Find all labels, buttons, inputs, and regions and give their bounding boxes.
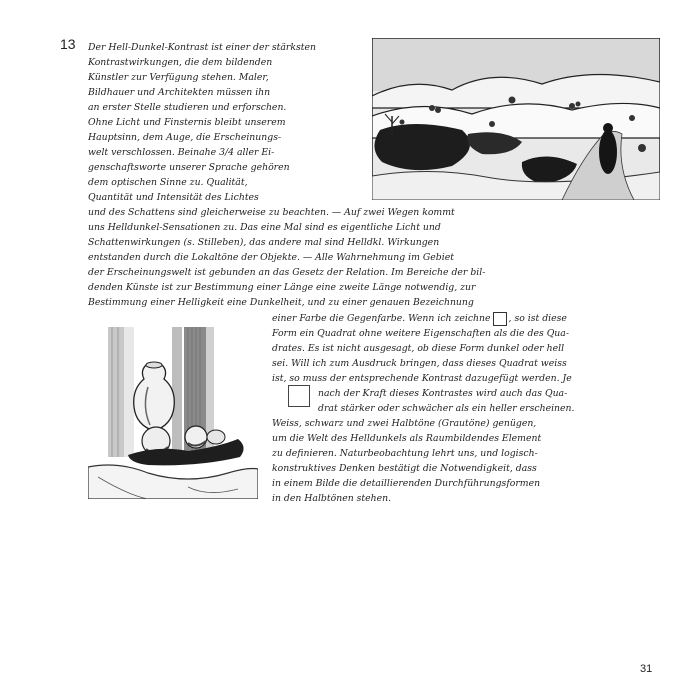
text-line: dem optischen Sinne zu. Qualität, [88, 177, 248, 188]
still-life-illustration [88, 327, 258, 499]
text-line: Der Hell-Dunkel-Kontrast ist einer der stärksten [88, 42, 316, 53]
text-line: drat stärker oder schwächer als ein heller erscheinen. [318, 403, 575, 414]
text-fragment: einer Farbe die Gegenfarbe. Wenn ich zeichne [272, 313, 491, 324]
text-line: uns Helldunkel-Sensationen zu. Das eine Mal sind es eigentliche Licht und [88, 222, 441, 233]
paragraph-number: 13 [60, 36, 76, 52]
text-line: um die Welt des Helldunkels als Raumbildendes Element [272, 433, 542, 444]
text-line: Quantität und Intensität des Lichtes [88, 192, 259, 203]
text-line: und des Schattens sind gleicherweise zu beachten. — Auf zwei Wegen kommt [88, 207, 455, 218]
example-square [288, 385, 310, 407]
text-line: genschaftsworte unserer Sprache gehören [88, 162, 290, 173]
text-line: Kontrastwirkungen, die dem bildenden [88, 57, 273, 68]
square-symbol [493, 312, 507, 326]
text-line: konstruktives Denken bestätigt die Notwendigkeit, dass [272, 463, 537, 474]
text-line: Form ein Quadrat ohne weitere Eigenschaften als die des Qua- [272, 328, 569, 339]
text-line [272, 311, 567, 326]
text-line: Ohne Licht und Finsternis bleibt unserem [88, 117, 286, 128]
text-line: Künstler zur Verfügung stehen. Maler, [88, 72, 269, 83]
text-line: Hauptsinn, dem Auge, die Erscheinungs- [88, 132, 282, 143]
text-line: in einem Bilde die detaillierenden Durchführungsformen [272, 478, 541, 489]
page-number: 31 [640, 663, 653, 675]
text-line: welt verschlossen. Beinahe 3/4 aller Ei- [88, 147, 275, 158]
text-line: zu definieren. Naturbeobachtung lehrt uns, und logisch- [272, 448, 538, 459]
text-line: Weiss, schwarz und zwei Halbtöne (Grautöne) genügen, [272, 418, 537, 429]
text-line: an erster Stelle studieren und erforschen. [88, 102, 287, 113]
text-line: drates. Es ist nicht ausgesagt, ob diese Form dunkel oder hell [272, 343, 565, 354]
text-fragment: , so ist diese [508, 313, 567, 324]
text-line: Bestimmung einer Helligkeit eine Dunkelheit, und zu einer genauen Bezeichnung [88, 297, 474, 308]
landscape-illustration [372, 38, 660, 200]
text-line: nach der Kraft dieses Kontrastes wird auch das Qua- [318, 388, 568, 399]
text-line: denden Künste ist zur Bestimmung einer Länge eine zweite Länge notwendig, zur [88, 282, 476, 293]
text-line: Bildhauer und Architekten müssen ihn [88, 87, 271, 98]
text-line: der Erscheinungswelt ist gebunden an das Gesetz der Relation. Im Bereiche der bil- [88, 267, 486, 278]
text-line: entstanden durch die Lokaltöne der Objekte. — Alle Wahrnehmung im Gebiet [88, 252, 454, 263]
text-line: Schattenwirkungen (s. Stilleben), das andere mal sind Helldkl. Wirkungen [88, 237, 440, 248]
text-line: in den Halbtönen stehen. [272, 493, 392, 504]
text-line: sei. Will ich zum Ausdruck bringen, dass dieses Quadrat weiss [272, 358, 567, 369]
text-line: ist, so muss der entsprechende Kontrast dazugefügt werden. Je [272, 373, 572, 384]
